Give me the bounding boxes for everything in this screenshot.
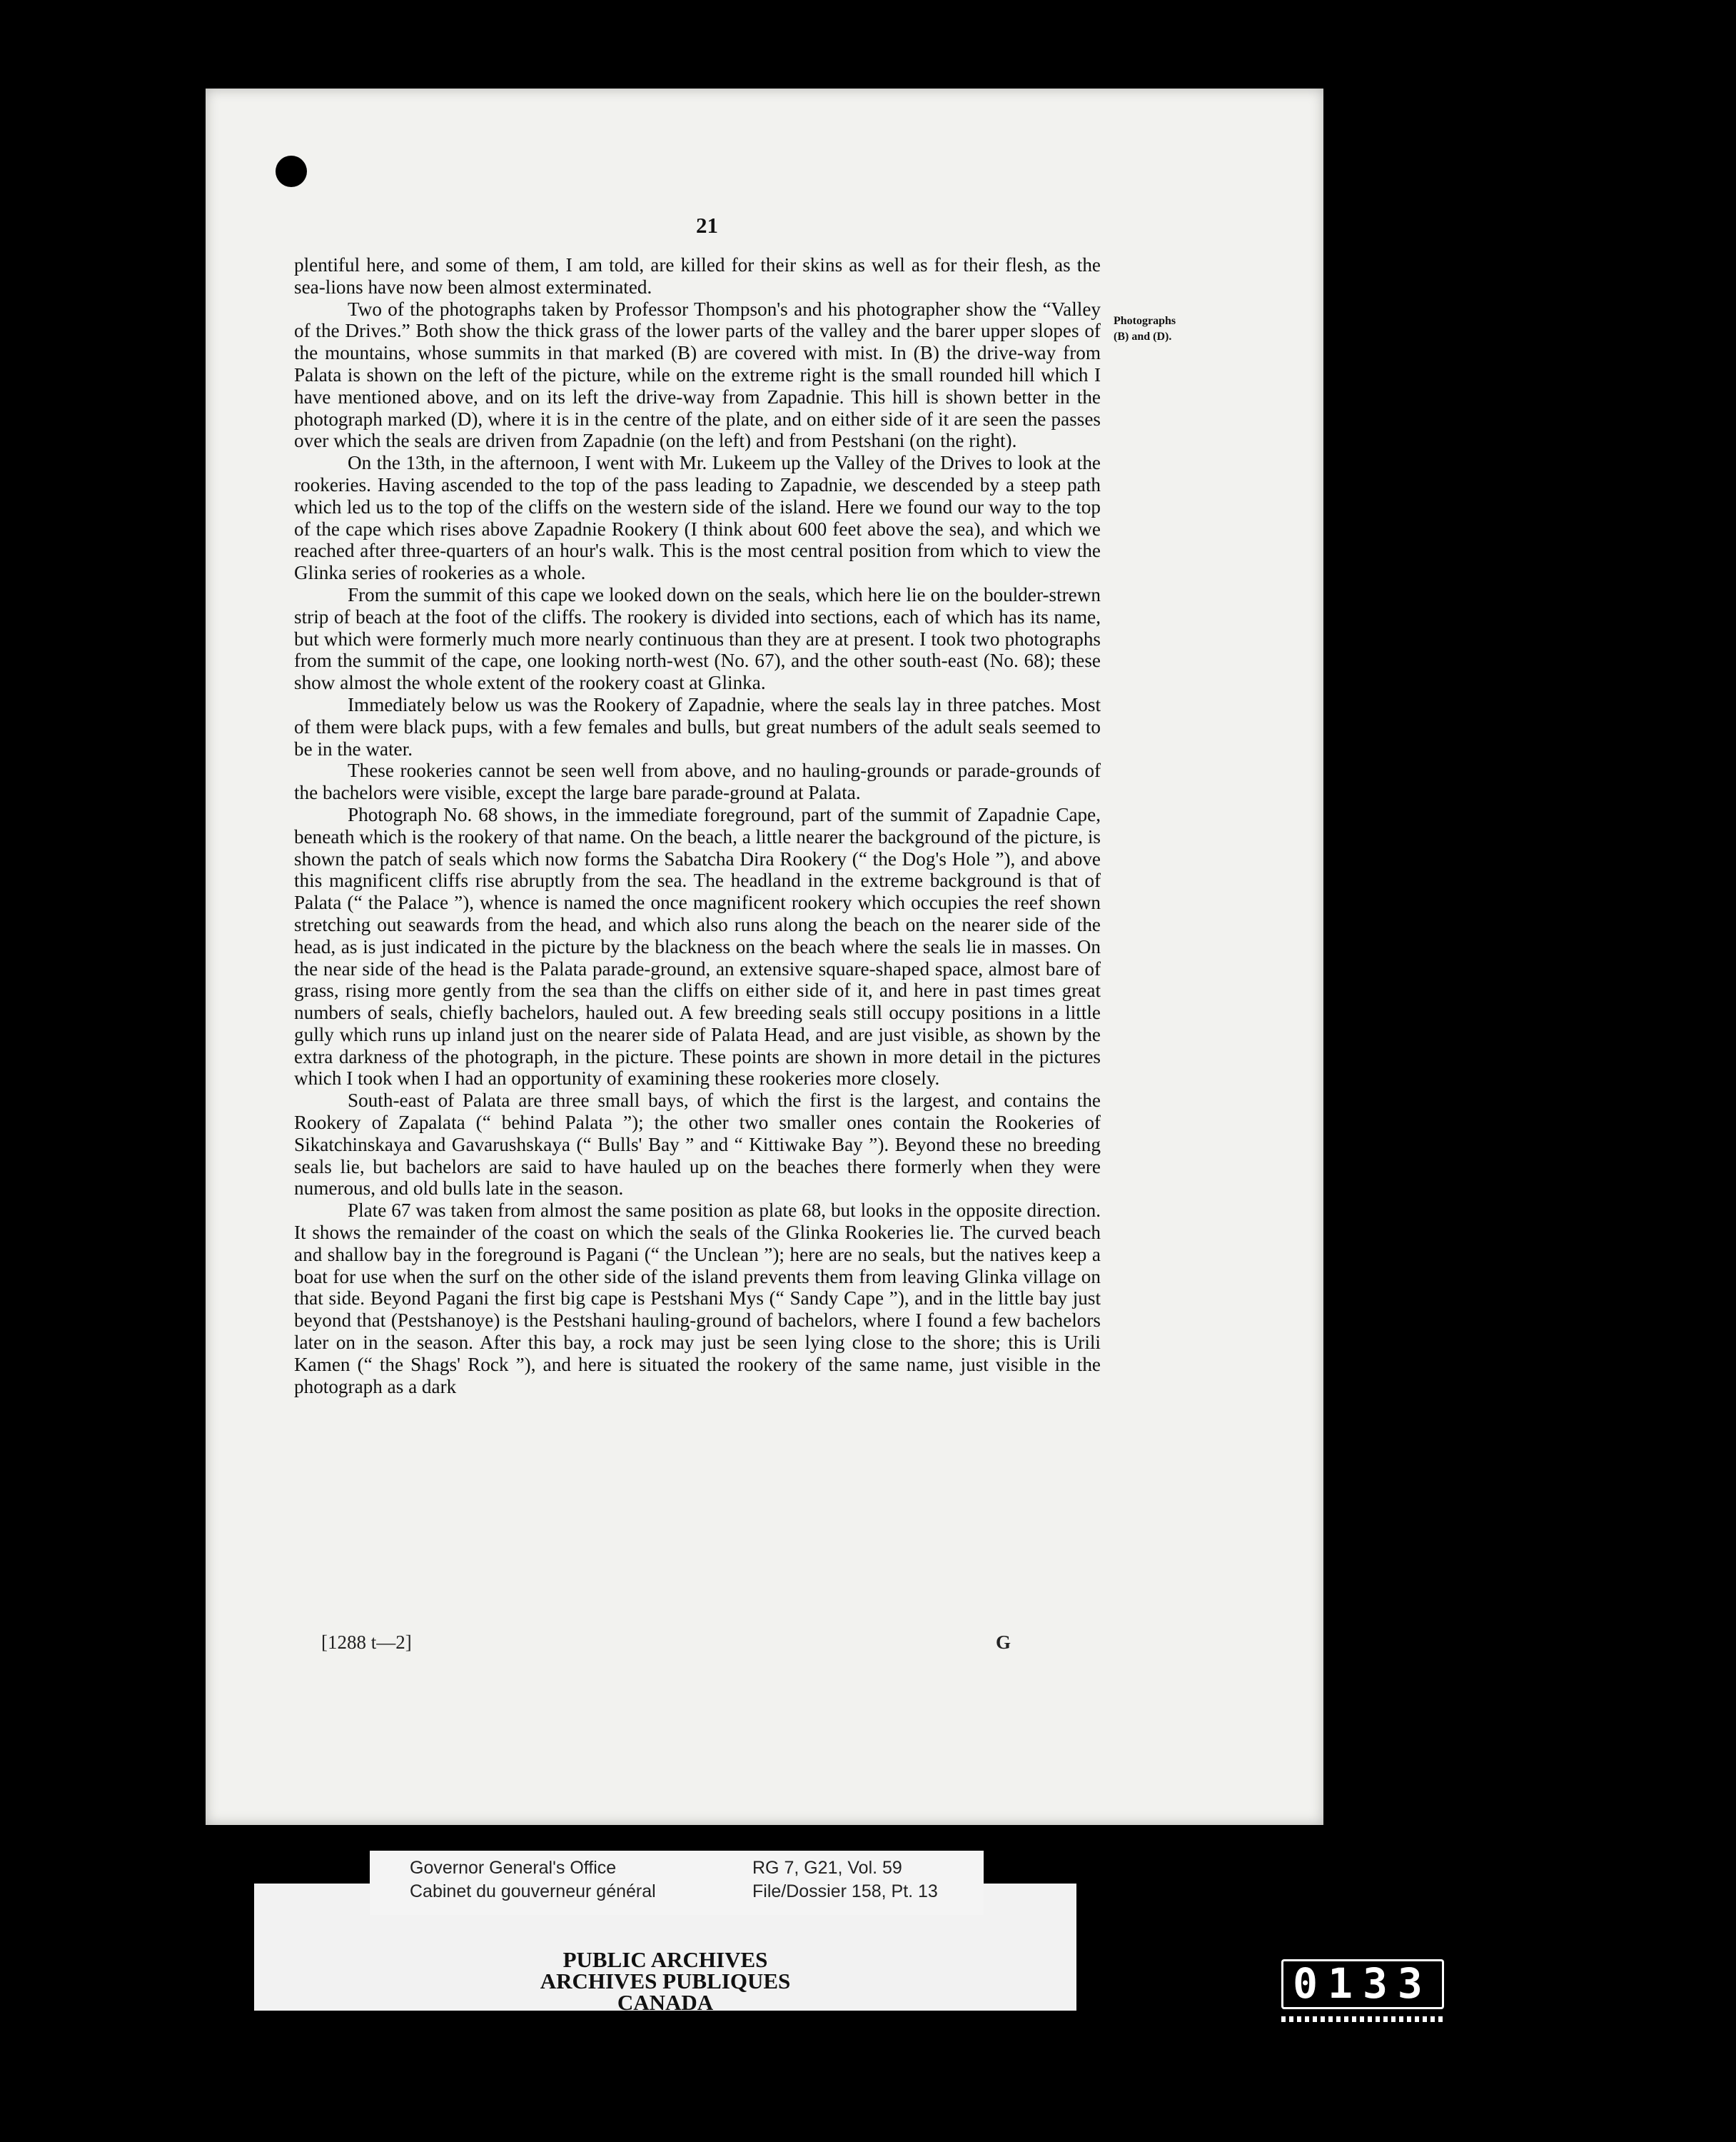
paragraph: On the 13th, in the afternoon, I went with Mr. Lukeem up the Valley of the Drives to look at the rookeries. Having ascended to the top of the pass leading to Zapadnie, we descended by a steep path which led us to the top of the cliffs on the western side of the island. Here we found our way to the top of the cape which rises above Zapadnie Rookery (I think about 600 feet above the sea), and which we reached after three-quarters of an hour's walk. This is the most central position from which to view the Glinka series of rookeries as a whole. [294,452,1101,584]
paragraph: Immediately below us was the Rookery of Zapadnie, where the seals lay in three patches. Most of them were black pups, with a few females and bulls, but great numbers of the adult seals seemed to be in the water. [294,693,1101,760]
body-text [294,254,1101,1397]
paragraph: Two of the photographs taken by Professor Thompson's and his photographer show the “Valley of the Drives.” Both show the thick grass of the lower parts of the valley and the barer upper slopes of the mountains, whose summits in that marked (B) are covered with mist. In (B) the drive-way from Palata is shown on the left of the picture, while on the extreme right is the small rounded hill which I have mentioned above, and on its left the drive-way from Zapadnie. This hill is shown better in the photograph marked (D), where it is in the centre of the plate, and on either side of it are seen the passes over which the seals are driven from Zapadnie (on the left) and from Pestshani (on the right). [294,298,1101,452]
office-name-fr: Cabinet du gouverneur général [410,1881,656,1901]
office-name-en: Governor General's Office [410,1858,617,1878]
archive-reference-label [370,1851,984,1915]
paragraph: These rookeries cannot be seen well from above, and no hauling-grounds or parade-grounds of the bachelors were visible, except the large bare parade-ground at Palata. [294,760,1101,804]
record-group-reference: RG 7, G21, Vol. 59 [752,1858,902,1878]
paragraph: Photograph No. 68 shows, in the immediate foreground, part of the summit of Zapadnie Cape, beneath which is the rookery of that name. On the beach, a little nearer the background of the picture, is shown the patch of seals which now forms the Sabatcha Dira Rookery (“ the Dog's Hole ”), and above this magnificent cliffs rise abruptly from the sea. The headland in the extreme background is that of Palata (“ the Palace ”), whence is named the once magnificent rookery which occupies the reef shown stretching out seawards from the head, and which also runs along the beach on the nearer side of the head, as is just indicated in the picture by the blackness on the beach where the seals lie in masses. On the near side of the head is the Palata parade-ground, an extensive square-shaped space, almost bare of grass, rising more gently from the sea than the cliffs on either side of it, and here in past times great numbers of seals, chiefly bachelors, hauled out. A few breeding seals still occupy positions in a little gully which runs up inland just on the nearer side of Palata Head, and are just visible, as shown by the extra darkness of the photograph, in the picture. These points are shown in more detail in the pictures which I took when I had an opportunity of examining these rookeries more closely. [294,803,1101,1090]
paragraph: South-east of Palata are three small bays, of which the first is the largest, and contains the Rookery of Zapalata (“ behind Palata ”); the other two smaller ones contain the Rookeries of Sikatchinskaya and Gavarushskaya (“ Bulls' Bay ” and “ Kittiwake Bay ”). Beyond these no breeding seals lie, but bachelors are said to have hauled up on the beaches there formerly when they were numerous, and old bulls late in the season. [294,1090,1101,1200]
margin-note [1114,313,1206,345]
archive-stamp-line: CANADA [617,1990,714,2015]
paragraph: From the summit of this cape we looked down on the seals, which here lie on the boulder-strewn strip of beach at the foot of the cliffs. The rookery is divided into sections, each of which has its name, but which were formerly much more nearly continuous than they are at present. I took two photographs from the summit of the cape, one looking north-west (No. 67), and the other south-east (No. 68); these show almost the whole extent of the rookery coast at Glinka. [294,583,1101,694]
frame-counter [1273,1955,1451,2029]
archive-stamp-line: PUBLIC ARCHIVES [562,1947,768,1972]
catchword: G [996,1631,1011,1653]
frame-number: 0133 [1281,1959,1444,2009]
page-number: 21 [696,213,718,238]
margin-note-line: Photographs [1114,315,1176,327]
archive-stamp [525,1949,805,2013]
printer-signature: [1288 t—2] [321,1631,412,1653]
archive-stamp-line: ARCHIVES PUBLIQUES [540,1968,791,1993]
paragraph: Plate 67 was taken from almost the same position as plate 68, but looks in the opposite direction. It shows the remainder of the coast on which the seals of the Glinka Rookeries lie. The curved beach and shallow bay in the foreground is Pagani (“ the Unclean ”); here are no seals, but the natives keep a boat for use when the surf on the other side of the island prevents them from leaving Glinka village on that side. Beyond Pagani the first big cape is Pestshani Mys (“ Sandy Cape ”), and in the little bay just beyond that (Pestshanoye) is the Pestshani hauling-ground of bachelors, where I found a few bachelors later on in the season. After this bay, a rock may just be seen lying close to the shore; this is Urili Kamen (“ the Shags' Rock ”), and here is situated the rookery of the same name, just visible in the photograph as a dark [294,1200,1101,1397]
punch-hole [276,156,307,187]
film-perforation-strip [1281,2016,1444,2022]
paragraph: plentiful here, and some of them, I am told, are killed for their skins as well as for their flesh, as the sea-lions have now been almost exterminated. [294,254,1101,298]
margin-note-line: (B) and (D). [1114,331,1172,343]
file-reference: File/Dossier 158, Pt. 13 [752,1881,938,1901]
